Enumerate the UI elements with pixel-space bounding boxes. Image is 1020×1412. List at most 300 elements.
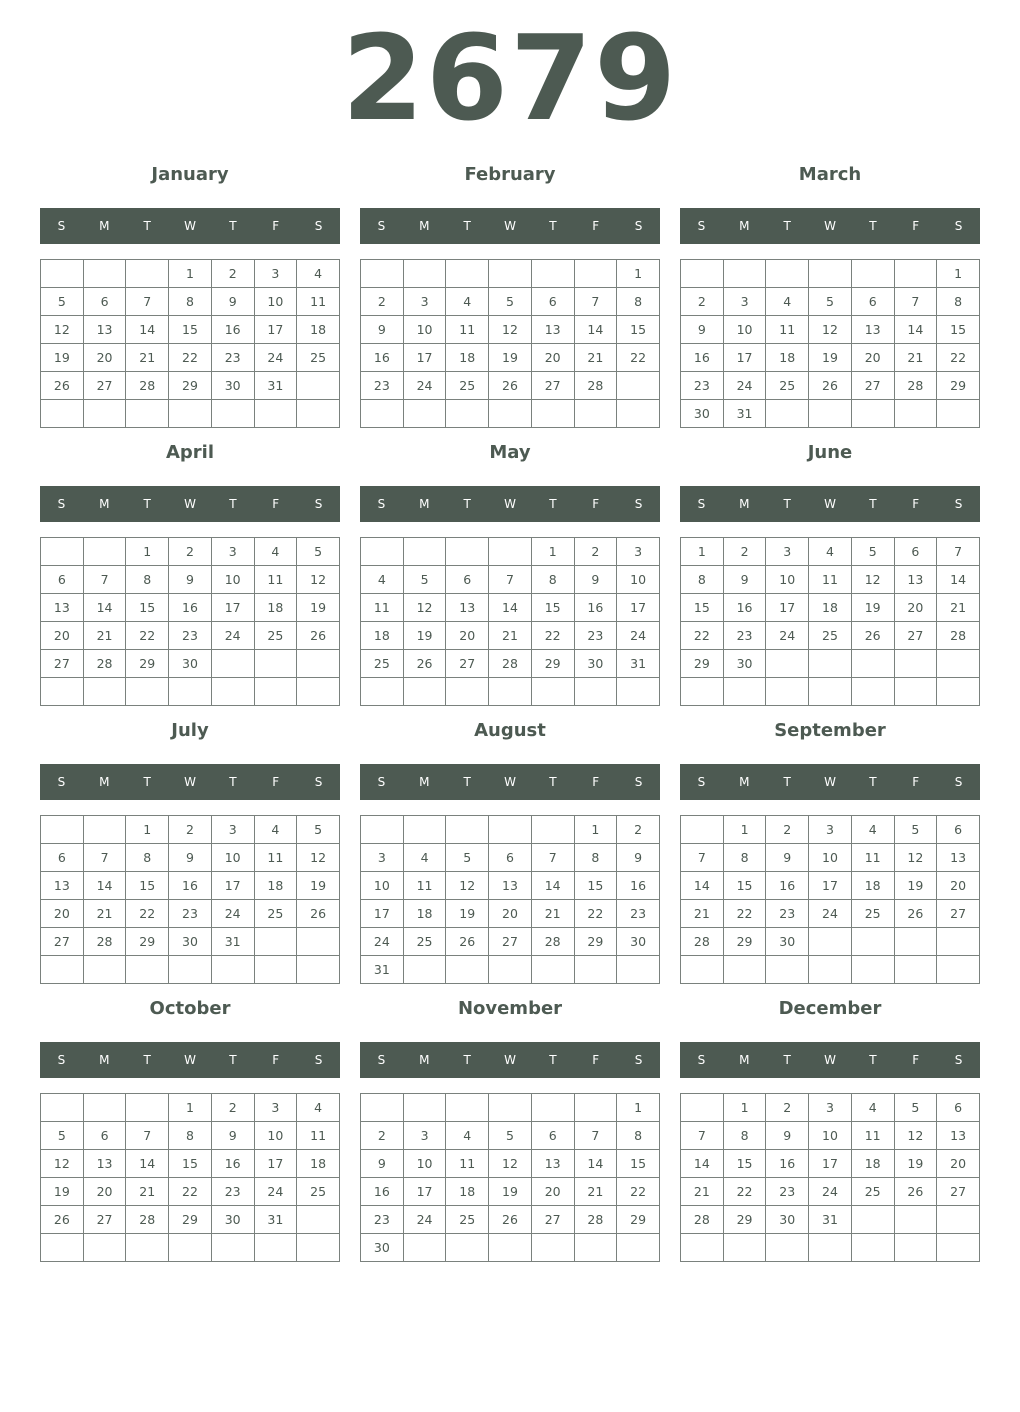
weekday-label: T <box>549 219 557 233</box>
day-cell: 20 <box>894 594 937 622</box>
day-cell: 23 <box>361 372 404 400</box>
week-row <box>681 1094 980 1122</box>
empty-cell <box>446 678 489 706</box>
day-grid <box>40 259 340 428</box>
empty-cell <box>403 400 446 428</box>
day-cell: 27 <box>41 650 84 678</box>
weekday-label: T <box>229 775 237 789</box>
day-cell: 7 <box>83 844 126 872</box>
day-cell: 15 <box>617 316 660 344</box>
weekday-label: F <box>272 1053 280 1067</box>
weekday-label: W <box>824 219 836 233</box>
day-cell: 1 <box>937 260 980 288</box>
day-cell: 15 <box>681 594 724 622</box>
day-cell: 29 <box>531 650 574 678</box>
empty-cell <box>489 538 532 566</box>
day-grid <box>40 537 340 706</box>
weekday-label: T <box>143 1053 151 1067</box>
week-row <box>361 928 660 956</box>
day-cell: 21 <box>574 1178 617 1206</box>
day-cell: 21 <box>937 594 980 622</box>
day-cell: 22 <box>617 344 660 372</box>
empty-cell <box>41 538 84 566</box>
day-cell: 12 <box>297 844 340 872</box>
empty-cell <box>41 260 84 288</box>
empty-cell <box>403 538 446 566</box>
day-cell: 2 <box>617 816 660 844</box>
day-cell: 1 <box>126 816 169 844</box>
day-cell: 16 <box>617 872 660 900</box>
day-cell: 4 <box>254 538 297 566</box>
empty-cell <box>297 1234 340 1262</box>
day-cell: 13 <box>446 594 489 622</box>
day-cell: 11 <box>297 1122 340 1150</box>
week-row <box>681 538 980 566</box>
day-cell: 27 <box>531 1206 574 1234</box>
empty-cell <box>489 678 532 706</box>
day-cell: 18 <box>254 872 297 900</box>
day-cell: 22 <box>531 622 574 650</box>
empty-cell <box>169 956 212 984</box>
day-cell: 2 <box>361 288 404 316</box>
weekday-header <box>40 1042 340 1078</box>
day-cell: 19 <box>809 344 852 372</box>
empty-cell <box>83 1094 126 1122</box>
day-cell: 11 <box>361 594 404 622</box>
empty-cell <box>403 1094 446 1122</box>
weekday-label: S <box>314 497 323 511</box>
day-cell: 25 <box>809 622 852 650</box>
weekday-label: F <box>592 219 600 233</box>
week-row <box>681 900 980 928</box>
weekday-label: W <box>504 775 516 789</box>
weekday-header <box>680 1042 980 1078</box>
week-row <box>681 260 980 288</box>
empty-cell <box>41 956 84 984</box>
month-name: August <box>474 720 546 741</box>
day-cell: 5 <box>297 816 340 844</box>
day-grid <box>360 259 660 428</box>
empty-cell <box>489 400 532 428</box>
weekday-label: F <box>592 775 600 789</box>
day-cell: 31 <box>361 956 404 984</box>
day-cell: 24 <box>361 928 404 956</box>
day-cell: 3 <box>723 288 766 316</box>
day-cell: 26 <box>894 1178 937 1206</box>
empty-cell <box>894 400 937 428</box>
day-cell: 17 <box>361 900 404 928</box>
day-cell: 27 <box>83 1206 126 1234</box>
week-row <box>681 594 980 622</box>
day-cell: 29 <box>937 372 980 400</box>
weekday-label: T <box>869 1053 877 1067</box>
day-cell: 29 <box>617 1206 660 1234</box>
day-cell: 30 <box>169 928 212 956</box>
day-cell: 17 <box>809 1150 852 1178</box>
weekday-label: T <box>143 497 151 511</box>
day-cell: 9 <box>211 1122 254 1150</box>
empty-cell <box>681 678 724 706</box>
weekday-label: F <box>272 497 280 511</box>
empty-cell <box>361 400 404 428</box>
day-cell: 4 <box>361 566 404 594</box>
day-cell: 8 <box>126 566 169 594</box>
week-row <box>361 900 660 928</box>
day-cell: 8 <box>169 1122 212 1150</box>
day-cell: 27 <box>531 372 574 400</box>
day-cell: 19 <box>403 622 446 650</box>
empty-cell <box>574 400 617 428</box>
empty-cell <box>446 538 489 566</box>
day-cell: 11 <box>254 844 297 872</box>
day-cell: 23 <box>766 900 809 928</box>
empty-cell <box>83 956 126 984</box>
week-row <box>681 678 980 706</box>
week-row <box>361 1178 660 1206</box>
day-cell: 1 <box>723 816 766 844</box>
day-cell: 30 <box>766 928 809 956</box>
day-cell: 10 <box>254 1122 297 1150</box>
day-cell: 9 <box>361 1150 404 1178</box>
week-row <box>361 956 660 984</box>
day-cell: 20 <box>41 900 84 928</box>
day-cell: 19 <box>41 344 84 372</box>
empty-cell <box>83 400 126 428</box>
week-row <box>361 1150 660 1178</box>
empty-cell <box>531 816 574 844</box>
week-row <box>41 678 340 706</box>
day-cell: 20 <box>851 344 894 372</box>
day-cell: 9 <box>766 1122 809 1150</box>
day-cell: 10 <box>723 316 766 344</box>
day-cell: 4 <box>403 844 446 872</box>
day-cell: 10 <box>809 844 852 872</box>
day-cell: 7 <box>937 538 980 566</box>
day-cell: 14 <box>83 594 126 622</box>
day-grid <box>680 259 980 428</box>
day-cell: 21 <box>681 900 724 928</box>
day-cell: 15 <box>126 594 169 622</box>
month-name: December <box>778 998 882 1019</box>
empty-cell <box>211 1234 254 1262</box>
day-cell: 23 <box>617 900 660 928</box>
day-cell: 28 <box>574 1206 617 1234</box>
day-cell: 24 <box>254 344 297 372</box>
weekday-label: S <box>377 219 386 233</box>
day-cell: 15 <box>574 872 617 900</box>
day-cell: 16 <box>361 1178 404 1206</box>
weekday-label: W <box>504 219 516 233</box>
day-cell: 28 <box>489 650 532 678</box>
weekday-header <box>360 208 660 244</box>
day-grid <box>680 1093 980 1262</box>
day-cell: 22 <box>937 344 980 372</box>
day-cell: 9 <box>169 844 212 872</box>
day-cell: 28 <box>531 928 574 956</box>
day-cell: 29 <box>169 1206 212 1234</box>
day-cell: 24 <box>766 622 809 650</box>
week-row <box>361 816 660 844</box>
day-cell: 16 <box>211 316 254 344</box>
day-cell: 3 <box>766 538 809 566</box>
day-grid <box>680 815 980 984</box>
day-cell: 21 <box>83 622 126 650</box>
empty-cell <box>681 260 724 288</box>
day-cell: 18 <box>361 622 404 650</box>
weekday-label: W <box>504 497 516 511</box>
empty-cell <box>41 1234 84 1262</box>
empty-cell <box>894 928 937 956</box>
day-cell: 3 <box>211 538 254 566</box>
day-cell: 2 <box>361 1122 404 1150</box>
day-cell: 17 <box>403 344 446 372</box>
day-cell: 13 <box>531 1150 574 1178</box>
day-cell: 26 <box>446 928 489 956</box>
empty-cell <box>83 1234 126 1262</box>
day-cell: 18 <box>446 1178 489 1206</box>
month-name: July <box>171 720 209 741</box>
day-cell: 7 <box>126 288 169 316</box>
weekday-label: T <box>783 775 791 789</box>
day-cell: 20 <box>531 1178 574 1206</box>
day-cell: 28 <box>126 1206 169 1234</box>
day-cell: 24 <box>809 900 852 928</box>
day-cell: 26 <box>851 622 894 650</box>
empty-cell <box>254 956 297 984</box>
day-cell: 18 <box>297 316 340 344</box>
day-cell: 2 <box>211 260 254 288</box>
empty-cell <box>126 1234 169 1262</box>
day-cell: 8 <box>617 1122 660 1150</box>
day-cell: 15 <box>531 594 574 622</box>
empty-cell <box>446 260 489 288</box>
day-cell: 20 <box>937 1150 980 1178</box>
day-cell: 19 <box>446 900 489 928</box>
weekday-label: S <box>57 1053 66 1067</box>
week-row <box>41 400 340 428</box>
day-cell: 29 <box>574 928 617 956</box>
week-row <box>361 372 660 400</box>
empty-cell <box>574 678 617 706</box>
week-row <box>361 1094 660 1122</box>
day-cell: 4 <box>851 1094 894 1122</box>
empty-cell <box>446 956 489 984</box>
day-cell: 21 <box>126 344 169 372</box>
day-cell: 1 <box>681 538 724 566</box>
empty-cell <box>937 1234 980 1262</box>
weekday-label: W <box>184 497 196 511</box>
day-cell: 30 <box>211 372 254 400</box>
day-cell: 7 <box>126 1122 169 1150</box>
weekday-header <box>680 208 980 244</box>
day-cell: 26 <box>297 900 340 928</box>
day-cell: 5 <box>297 538 340 566</box>
empty-cell <box>851 1234 894 1262</box>
day-cell: 5 <box>446 844 489 872</box>
day-cell: 15 <box>169 1150 212 1178</box>
empty-cell <box>446 1234 489 1262</box>
empty-cell <box>297 956 340 984</box>
day-cell: 23 <box>574 622 617 650</box>
day-cell: 21 <box>531 900 574 928</box>
day-cell: 8 <box>574 844 617 872</box>
empty-cell <box>617 956 660 984</box>
day-cell: 14 <box>126 316 169 344</box>
day-cell: 8 <box>681 566 724 594</box>
weekday-label: M <box>419 1053 430 1067</box>
day-cell: 3 <box>809 816 852 844</box>
day-cell: 5 <box>894 1094 937 1122</box>
day-cell: 27 <box>937 1178 980 1206</box>
day-cell: 21 <box>574 344 617 372</box>
day-cell: 22 <box>723 1178 766 1206</box>
weekday-label: S <box>634 1053 643 1067</box>
weekday-label: F <box>272 219 280 233</box>
day-cell: 7 <box>83 566 126 594</box>
empty-cell <box>809 1234 852 1262</box>
day-cell: 17 <box>211 872 254 900</box>
day-cell: 12 <box>894 844 937 872</box>
day-cell: 22 <box>723 900 766 928</box>
weekday-label: W <box>184 775 196 789</box>
weekday-label: T <box>869 775 877 789</box>
day-cell: 23 <box>169 622 212 650</box>
weekday-label: W <box>824 497 836 511</box>
empty-cell <box>83 678 126 706</box>
empty-cell <box>254 928 297 956</box>
month-name: September <box>774 720 886 741</box>
day-cell: 12 <box>41 316 84 344</box>
day-cell: 14 <box>681 1150 724 1178</box>
empty-cell <box>574 1234 617 1262</box>
week-row <box>41 816 340 844</box>
day-cell: 26 <box>403 650 446 678</box>
day-cell: 10 <box>403 316 446 344</box>
empty-cell <box>851 260 894 288</box>
day-cell: 12 <box>489 316 532 344</box>
weekday-label: F <box>272 775 280 789</box>
empty-cell <box>894 956 937 984</box>
day-cell: 28 <box>894 372 937 400</box>
day-cell: 25 <box>446 372 489 400</box>
week-row <box>361 288 660 316</box>
day-cell: 16 <box>766 1150 809 1178</box>
weekday-label: S <box>57 775 66 789</box>
day-cell: 20 <box>83 1178 126 1206</box>
weekday-label: S <box>954 775 963 789</box>
week-row <box>361 566 660 594</box>
empty-cell <box>809 956 852 984</box>
empty-cell <box>766 1234 809 1262</box>
week-row <box>681 316 980 344</box>
day-cell: 2 <box>211 1094 254 1122</box>
empty-cell <box>83 816 126 844</box>
weekday-label: T <box>549 497 557 511</box>
day-cell: 25 <box>361 650 404 678</box>
weekday-label: S <box>377 1053 386 1067</box>
day-cell: 16 <box>723 594 766 622</box>
day-cell: 11 <box>851 1122 894 1150</box>
week-row <box>361 1234 660 1262</box>
empty-cell <box>297 400 340 428</box>
day-cell: 23 <box>169 900 212 928</box>
empty-cell <box>851 650 894 678</box>
day-cell: 27 <box>894 622 937 650</box>
day-cell: 7 <box>531 844 574 872</box>
weekday-label: T <box>783 219 791 233</box>
day-cell: 16 <box>211 1150 254 1178</box>
day-cell: 31 <box>254 1206 297 1234</box>
week-row <box>681 1150 980 1178</box>
empty-cell <box>489 1234 532 1262</box>
day-cell: 20 <box>531 344 574 372</box>
day-cell: 25 <box>297 1178 340 1206</box>
day-cell: 24 <box>723 372 766 400</box>
day-cell: 12 <box>297 566 340 594</box>
weekday-label: T <box>783 497 791 511</box>
empty-cell <box>297 678 340 706</box>
day-cell: 18 <box>403 900 446 928</box>
day-cell: 2 <box>169 538 212 566</box>
day-cell: 6 <box>83 1122 126 1150</box>
empty-cell <box>83 260 126 288</box>
day-cell: 30 <box>723 650 766 678</box>
empty-cell <box>851 678 894 706</box>
day-cell: 18 <box>851 1150 894 1178</box>
empty-cell <box>254 650 297 678</box>
week-row <box>361 678 660 706</box>
day-cell: 28 <box>937 622 980 650</box>
day-cell: 3 <box>617 538 660 566</box>
day-cell: 23 <box>211 344 254 372</box>
weekday-label: T <box>869 497 877 511</box>
day-cell: 9 <box>211 288 254 316</box>
day-cell: 2 <box>766 1094 809 1122</box>
day-cell: 17 <box>403 1178 446 1206</box>
empty-cell <box>851 956 894 984</box>
week-row <box>41 594 340 622</box>
day-cell: 2 <box>681 288 724 316</box>
week-row <box>41 650 340 678</box>
week-row <box>41 344 340 372</box>
weekday-label: T <box>229 219 237 233</box>
day-cell: 19 <box>894 872 937 900</box>
day-cell: 3 <box>254 260 297 288</box>
day-cell: 6 <box>446 566 489 594</box>
week-row <box>41 566 340 594</box>
month-name: April <box>165 442 215 463</box>
day-cell: 27 <box>851 372 894 400</box>
week-row <box>361 622 660 650</box>
weekday-label: M <box>739 775 750 789</box>
weekday-label: F <box>912 775 920 789</box>
day-cell: 27 <box>446 650 489 678</box>
empty-cell <box>254 678 297 706</box>
empty-cell <box>83 538 126 566</box>
day-cell: 6 <box>41 566 84 594</box>
week-row <box>41 872 340 900</box>
day-cell: 27 <box>83 372 126 400</box>
empty-cell <box>894 1206 937 1234</box>
day-cell: 2 <box>766 816 809 844</box>
week-row <box>41 1094 340 1122</box>
week-row <box>361 316 660 344</box>
day-cell: 15 <box>169 316 212 344</box>
weekday-label: W <box>824 1053 836 1067</box>
day-cell: 14 <box>126 1150 169 1178</box>
day-cell: 8 <box>531 566 574 594</box>
day-cell: 16 <box>574 594 617 622</box>
